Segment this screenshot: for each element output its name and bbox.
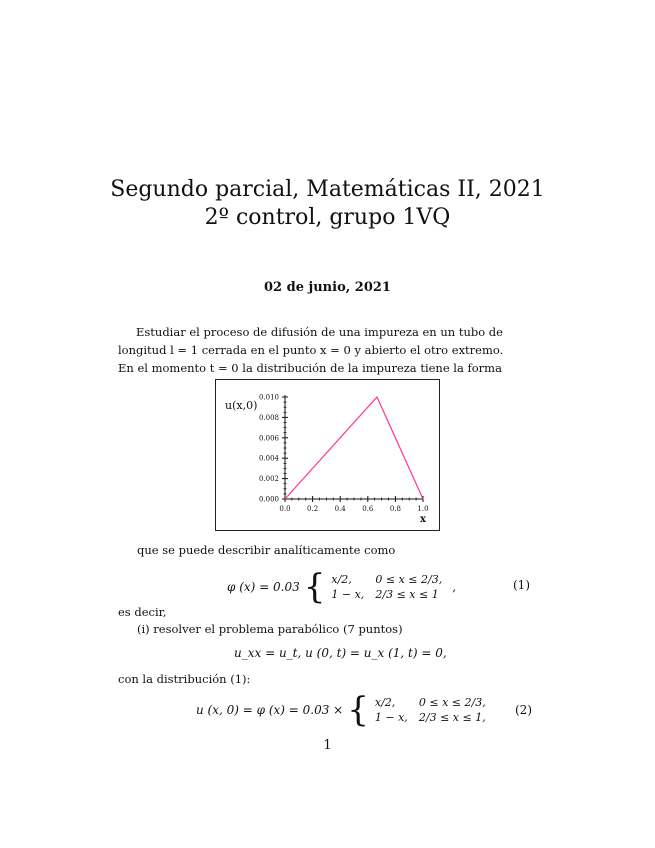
pde-equation: u_xx = u_t, u (0, t) = u_x (1, t) = 0, [234, 646, 447, 660]
impurity-chart [215, 379, 440, 531]
eq2-lhs: u (x, 0) = φ (x) = 0.03 × [196, 703, 344, 717]
eq2-number: (2) [515, 703, 532, 717]
eq2-case-2 [375, 710, 486, 725]
title-line-1: Segundo parcial, Matemáticas II, 2021 [110, 177, 545, 202]
eq2-case1-expr: x/2, [374, 696, 396, 709]
intro-line-3: En el momento t = 0 la distribución de la impureza tiene la forma [118, 361, 502, 375]
equation-2 [196, 692, 486, 728]
eq2-case2-expr: 1 − x, [374, 711, 408, 724]
eq1-cases [331, 572, 442, 602]
title-line-2: 2º control, grupo 1VQ [204, 205, 451, 230]
eq2-brace: { [347, 690, 369, 730]
eq1-case-1 [331, 572, 442, 587]
eq2-case-1 [375, 695, 486, 710]
x-tick-label: 0.4 [334, 505, 346, 513]
eq1-number: (1) [513, 578, 530, 592]
x-tick-label: 0.0 [279, 505, 291, 513]
after-chart-text: que se puede describir analíticamente como [137, 543, 396, 557]
eq1-brace: { [303, 567, 326, 607]
x-tick-label: 0.8 [389, 505, 401, 513]
y-axis-label: u(x,0) [225, 399, 258, 412]
x-tick-label: 1.0 [417, 505, 429, 513]
eq1-lhs: φ (x) = 0.03 [227, 580, 300, 594]
intro-line-2: longitud l = 1 cerrada en el punto x = 0 y abierto el otro extremo. [118, 343, 504, 357]
eq1-trail: , [452, 580, 457, 594]
y-tick-label: 0.008 [258, 413, 279, 422]
eq2-case1-cond: 0 ≤ x ≤ 2/3, [418, 696, 486, 709]
eq1-case2-cond: 2/3 ≤ x ≤ 1 [375, 588, 439, 601]
x-tick-label: 0.6 [362, 505, 374, 513]
eq1-case-2 [331, 587, 442, 602]
equation-1 [227, 569, 456, 605]
page-title [0, 176, 655, 232]
y-tick-label: 0.006 [258, 434, 279, 443]
eq1-case1-cond: 0 ≤ x ≤ 2/3, [375, 573, 443, 586]
eq2-case2-cond: 2/3 ≤ x ≤ 1, [418, 711, 486, 724]
y-tick-label: 0.000 [258, 495, 279, 504]
y-tick-label: 0.004 [258, 454, 279, 463]
y-tick-label: 0.010 [258, 393, 279, 402]
x-axis-label: x [420, 514, 426, 525]
date: 02 de junio, 2021 [264, 280, 391, 295]
eq1-case2-expr: 1 − x, [331, 588, 365, 601]
intro-line-1: Estudiar el proceso de difusión de una impureza en un tubo de [136, 325, 503, 339]
page-number: 1 [323, 738, 332, 753]
eq2-cases [375, 695, 486, 725]
x-tick-label: 0.2 [307, 505, 319, 513]
intro-paragraph [118, 323, 536, 377]
con-distribucion-text: con la distribución (1): [118, 672, 251, 686]
item-i-text: (i) resolver el problema parabólico (7 puntos) [137, 622, 403, 636]
y-tick-label: 0.002 [258, 475, 279, 484]
eq1-case1-expr: x/2, [331, 573, 352, 586]
es-decir-text: es decir, [118, 605, 167, 619]
